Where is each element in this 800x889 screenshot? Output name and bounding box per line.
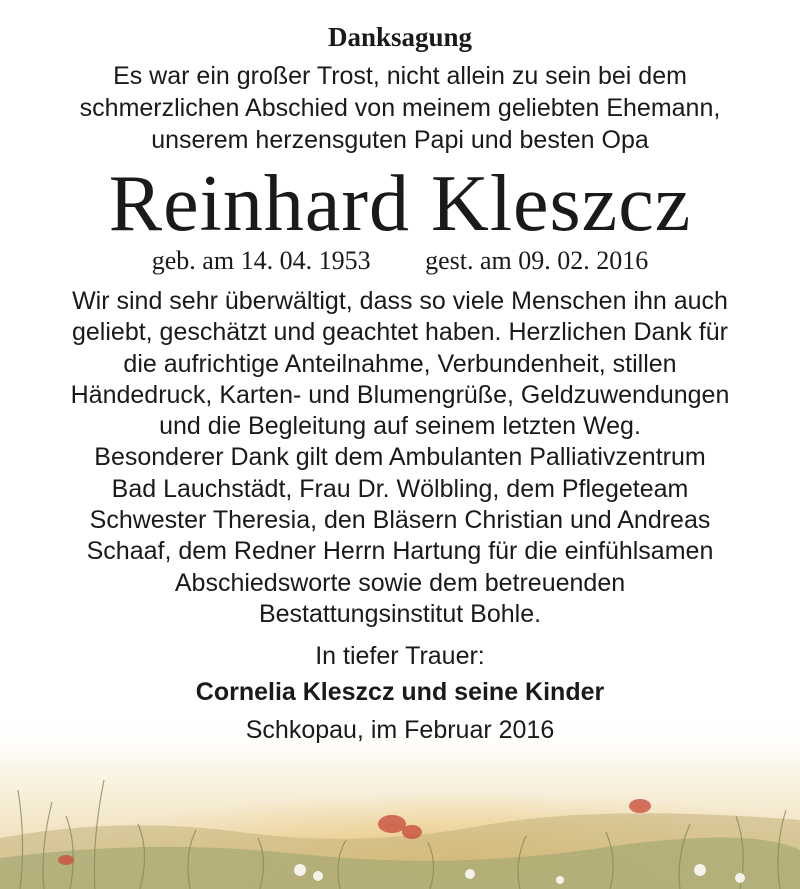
thanks-line: Bestattungsinstitut Bohle.	[258, 599, 542, 628]
thanks-line: Schwester Theresia, den Bläsern Christian und Andreas	[89, 506, 711, 535]
thanks-line: Schaaf, dem Redner Herrn Hartung für die einfühlsamen	[86, 537, 714, 566]
birth-date: geb. am 14. 04. 1953	[151, 246, 371, 275]
thanks-line: und die Begleitung auf seinem letzten Weg.	[159, 412, 641, 441]
thanks-line: Bad Lauchstädt, Frau Dr. Wölbling, dem Pflegeteam	[111, 474, 689, 503]
sorrow-line: In tiefer Trauer:	[315, 642, 485, 670]
intro-text	[0, 60, 800, 156]
thanks-line: Besonderer Dank gilt dem Ambulanten Palliativzentrum	[94, 443, 706, 472]
life-dates	[0, 246, 800, 276]
deceased-name: Reinhard Kleszcz	[108, 160, 692, 248]
intro-line: unserem herzensguten Papi und besten Opa	[151, 126, 649, 154]
death-date: gest. am 09. 02. 2016	[425, 246, 649, 275]
thanks-line: die aufrichtige Anteilnahme, Verbundenheit, stillen	[123, 349, 677, 378]
meadow-illustration	[0, 720, 800, 889]
thanks-line: Abschiedsworte sowie dem betreuenden	[174, 568, 626, 597]
thanks-line: geliebt, geschätzt und geachtet haben. Herzlichen Dank für	[72, 318, 728, 347]
thanks-line: Händedruck, Karten- und Blumengrüße, Geldzuwendungen	[70, 380, 730, 409]
thanks-line: Wir sind sehr überwältigt, dass so viele Menschen ihn auch	[72, 287, 728, 315]
thanks-text	[0, 286, 800, 630]
place-date: Schkopau, im Februar 2016	[245, 716, 555, 744]
notice-heading: Danksagung	[327, 22, 473, 52]
signers: Cornelia Kleszcz und seine Kinder	[195, 678, 605, 706]
intro-line: schmerzlichen Abschied von meinem geliebten Ehemann,	[79, 94, 721, 122]
intro-line: Es war ein großer Trost, nicht allein zu sein bei dem	[113, 62, 687, 90]
